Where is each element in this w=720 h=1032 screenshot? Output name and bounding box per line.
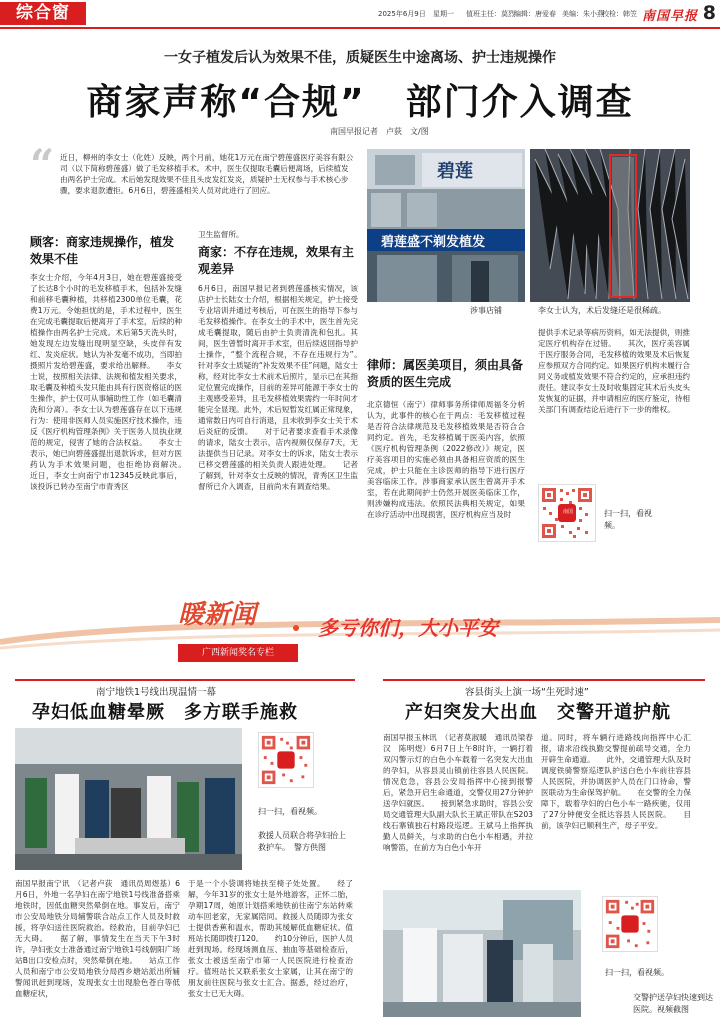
qr-code-icon — [259, 733, 313, 787]
column-2-text: 6月6日，南国早报记者到碧莲盛核实情况，该店护士长陆女士介绍，根据相关规定，护士接受专业培训并通过考核后，可在医生的指导下参与毛发移植操作。在李女士的手术中，医生首先完成毛囊提取，随后由护士负责清洗和包扎。其间，医生曾暂时离开手术室，但后续返回指导护士操作，“整个流程合规，不存在违规行为”。 针对李女士质疑的“补发效果不佳”问题，陆女士称，经对比李女士术前术后照片，显示已在其指定位置完成操作，目前的差异可能源于李女士的主观感受差异，且毛发移植效果需约一年时间才能完全显现。此外，术后短暂发红属正常现象，通常数日内可自行消退，且未收到李女士关于术后炎症的反馈。 对于记者要求查看手术录像的请求，陆女士表示，店内视频仅保存7天，无法提供当日记录。对李女士的诉求，陆女士表示已移交碧莲盛的相关负责人跟进处理。 记者了解到，针对李女士反映的情况，青秀区卫生监督所已介入调查，目前尚未有调查结果。 — [198, 284, 374, 491]
banner-slogan: 多亏你们，大小平安 — [318, 616, 498, 640]
issue-weekday: 星期一 — [433, 10, 454, 18]
left-story-headline: 孕妇低血糖晕厥 多方联手施救 — [32, 702, 298, 723]
subhead-customer: 顾客：商家违规操作，植发效果不佳 — [30, 235, 175, 266]
hospital-illustration — [383, 890, 581, 1017]
subhead-lawyer: 律师：属医美项目，须由具备资质的医生完成 — [367, 358, 524, 389]
left-story-col-2: 于是一个小袋调将她扶至椅子处处置。 经了解，今年31岁的张女士是外地游客，正怀二胎，孕期17周，她原计划搭乘地铁前往南宁东站转乘动车回老家，无家属陪同。救援人员随即为张女士提供香蕉和温水，帮助其缓解低血糖症状。值班站长随即拨打120。 约10分钟后，医护人员赶到现场。经现场测血压、抽血等基础检查后，张女士被送至南宁市第一人民医院进行检查治疗。值班站长又联系张女士家属，让其在南宁的朋友前往医院与张女士汇合。据悉，经过治疗，张女士已无大碍。 — [188, 879, 353, 998]
warm-news-banner — [0, 590, 720, 670]
headline-part-b: 部门介入调查 — [405, 82, 634, 123]
column-1-text: 李女士介绍，今年4月3日，她在碧莲盛接受了长达8个小时的毛发移植手术，包括补发缝和前移毛囊种植，共移植2300单位毛囊，花费1万元。令她担忧的是，手术过程中，医生在完成毛囊提取后便离开了手术室，后续的种植操作由两名护士完成。术后第5天洗头时，她发现左边发缝出现明显空缺，头皮伴有发红、发炎症状。她认为补发毫不成功，当即拍摄照片发给碧莲盛，要求给出解释。 李女士说，按照相关法律、法规和植发相关要求，取毛囊及种植头发只能由具有行医资格证的医生操作，护士仅可从事辅助性工作（如毛囊清洗和分离）。李女士认为碧莲盛存在以下违规行为：使用非医师人员实施医疗技术操作，违反《医疗机构管理条例》关于医务人员执业规范的规定，侵害了她的合法权益。 李女士表示，她已向碧莲盛提出退款诉求，但对方医药认为手术效果问题，也拒绝协商解决。 近日，李女士向南宁市12345反映此事后，该投诉已转办至南宁市青秀区 — [30, 273, 198, 491]
storefront-sign-text: 碧莲盛不剃发植发 — [381, 235, 486, 250]
right-story-col-2: 道。同时，将车辆行进路线向指挥中心汇报，请求沿线执勤交警提前疏导交通，全力开辟生命通道。 此外，交通管理大队及时调度铁骑警察巡逻队护送白色小车前往容县人民医院，并协调医护人员在门口待命，警医联动为生命保驾护航。 在交警的全力保障下，载着孕妇的白色小车一路疾驰，仅用了27分钟便安全抵达容县人民医院。 目前，该孕妇已顺利生产，母子平安。 — [541, 733, 691, 830]
subway-illustration — [15, 728, 242, 870]
banner-brand: 暖新闻 — [178, 600, 257, 630]
banner-tag: 广西新闻奖名专栏 — [178, 644, 298, 662]
svg-text:碧莲: 碧莲 — [437, 161, 473, 182]
left-story-col-1: 南国早报南宁讯 （记者卢荻 通讯员周煜基）6月6日，外地一名孕妇在南宁地铁1号线准备搭乘地铁时，因低血糖突然晕倒在地。事发后，南宁市公安局地铁分局辅警联合站点工作人员及时救援，将孕妇送往医院救治。经救治，目前孕妇已无大碍。 据了解，事情发生在当天下午3时许，孕妇张女士准备通过南宁地铁1号线朝阳广场站B出口安检点时，突然晕倒在地。 站点工作人员和南宁市公安局地铁分局西乡塘站派出所辅警闻讯赶到现场，发现张女士出现脸色苍白等低血糖症状， — [15, 879, 180, 998]
column-2-top: 卫生监督所。 — [198, 230, 244, 239]
hospital-escort-photo — [383, 890, 581, 1017]
main-headline — [0, 74, 720, 125]
section-tag: 综合窗 — [0, 2, 86, 25]
left-story-rule — [15, 679, 355, 681]
subhead-merchant: 商家：不存在违规，效果有主观差异 — [198, 245, 355, 276]
scalp-illustration — [530, 149, 690, 302]
column-3-text: 北京德恒（南宁）律师事务所律师周福冬分析认为，此事件的核心在于两点：毛发移植过程是否符合法律规范及毛发移植效果是否符合合同约定。首先，毛发移植属于医美内容，依照《医疗机构管理条例（2022修改）》规定，医疗美容项目的实施必须由具备相应资质的医生完成，护士只能在主诊医师的指导下进行医疗美容临床工作。涉事商家承认医生曾离开手术室，若在此期间护士仍然开展医美临床工作，则涉嫌构成违法。依照民法典相关规定，如果在诊疗活动中出现损害，医疗机构应当及时 — [367, 400, 525, 519]
storefront-caption: 涉事店铺 — [470, 306, 502, 315]
main-kicker: 一女子植发后认为效果不佳，质疑医生中途离场、护士违规操作 — [164, 50, 556, 66]
column-4-text: 提供手术记录等病历资料，如无法提供，则推定医疗机构存在过错。 其次，医疗美容属于医疗服务合同，毛发移植的效果及术后恢复应参照双方合同约定。如果医疗机构未履行合同义务或植发效果不符合约定的，应承担违约责任。建议李女士及时收集固定其术后头皮头发恢复的证据，并申请相应的医疗鉴定，待相关部门有调查结论后进行下一步的维权。 — [538, 328, 690, 414]
qr-badge-text: 南国 — [562, 509, 573, 515]
lead-paragraph: 近日，柳州的李女士（化姓）反映，两个月前，她花1万元在南宁碧莲盛医疗美容有限公司（以下简称碧莲盛）做了毛发移植手术。术中，医生仅提取毛囊后便离场，后续植发由两名护士完成。术后她发现效果不佳且头皮发红发炎，质疑护士无权参与手术核心步骤，要求退款遭拒。6月6日，碧莲盛相关人员对此进行了回应。 — [60, 153, 354, 195]
newspaper-logo: 南国早报 — [641, 9, 698, 24]
right-story-rule — [383, 679, 705, 681]
main-byline: 南国早报记者 卢荻 文/图 — [330, 127, 429, 136]
storefront-illustration — [367, 149, 525, 302]
quote-mark-icon: “ — [30, 140, 55, 189]
editor: 编辑：唐爱春 — [514, 10, 556, 18]
subway-rescue-photo — [15, 728, 242, 870]
qr-code-main[interactable] — [538, 484, 596, 542]
headline-part-a: 商家声称“合规” — [86, 82, 366, 123]
scalp-caption: 李女士认为，术后发缝还是很稀疏。 — [538, 306, 666, 315]
issue-date: 2025年6月9日 — [378, 10, 426, 18]
page-number: 8 — [702, 2, 716, 24]
qr-code-left[interactable] — [258, 732, 314, 788]
qr-main-text: 扫一扫，看视频。 — [604, 509, 652, 530]
right-photo-caption: 交警护送孕妇快速到达医院。视频截图 — [633, 993, 713, 1014]
qr-code-right[interactable] — [602, 896, 658, 952]
duty-editor: 值班主任：莫烈 — [466, 10, 515, 18]
qr-right-text: 扫一扫，看视频。 — [605, 968, 669, 977]
proofreader: 校检：韩笠 — [602, 10, 637, 18]
left-story-kicker: 南宁地铁1号线出现温情一幕 — [96, 687, 217, 698]
art-editor: 美编：朱小燕 — [562, 10, 604, 18]
storefront-photo — [367, 149, 525, 302]
right-story-headline: 产妇突发大出血 交警开道护航 — [405, 702, 671, 723]
header-rule — [0, 27, 720, 29]
qr-code-icon — [603, 897, 657, 951]
qr-left-text: 扫一扫，看视频。 — [258, 807, 322, 816]
left-photo-caption: 救援人员联合将孕妇抬上救护车。 警方供图 — [258, 831, 346, 852]
right-story-kicker: 容县街头上演一场“生死时速” — [465, 687, 589, 698]
scalp-photo — [530, 149, 690, 302]
right-story-col-1: 南国早报玉林讯 （记者莫淑暖 通讯员梁春汉 陈明煜）6月7日上午8时许，一辆打着双闪警示灯的白色小车载着一名突发大出血的孕妇，从容县灵山镇前往容县人民医院。情况危急，容县公安局指挥中心接到报警后，紧急开启生命通道，交警仅用27分钟护送孕妇就医。 接到紧急求助时，容县公安局交通管理大队副大队长王斌正带队在S203线石寨镇独石村路段巡逻。王斌马上指挥执勤人员鲜关，与求助的白色小车相遇，并拉响警笛，在前方为白色小车开 — [383, 733, 533, 852]
